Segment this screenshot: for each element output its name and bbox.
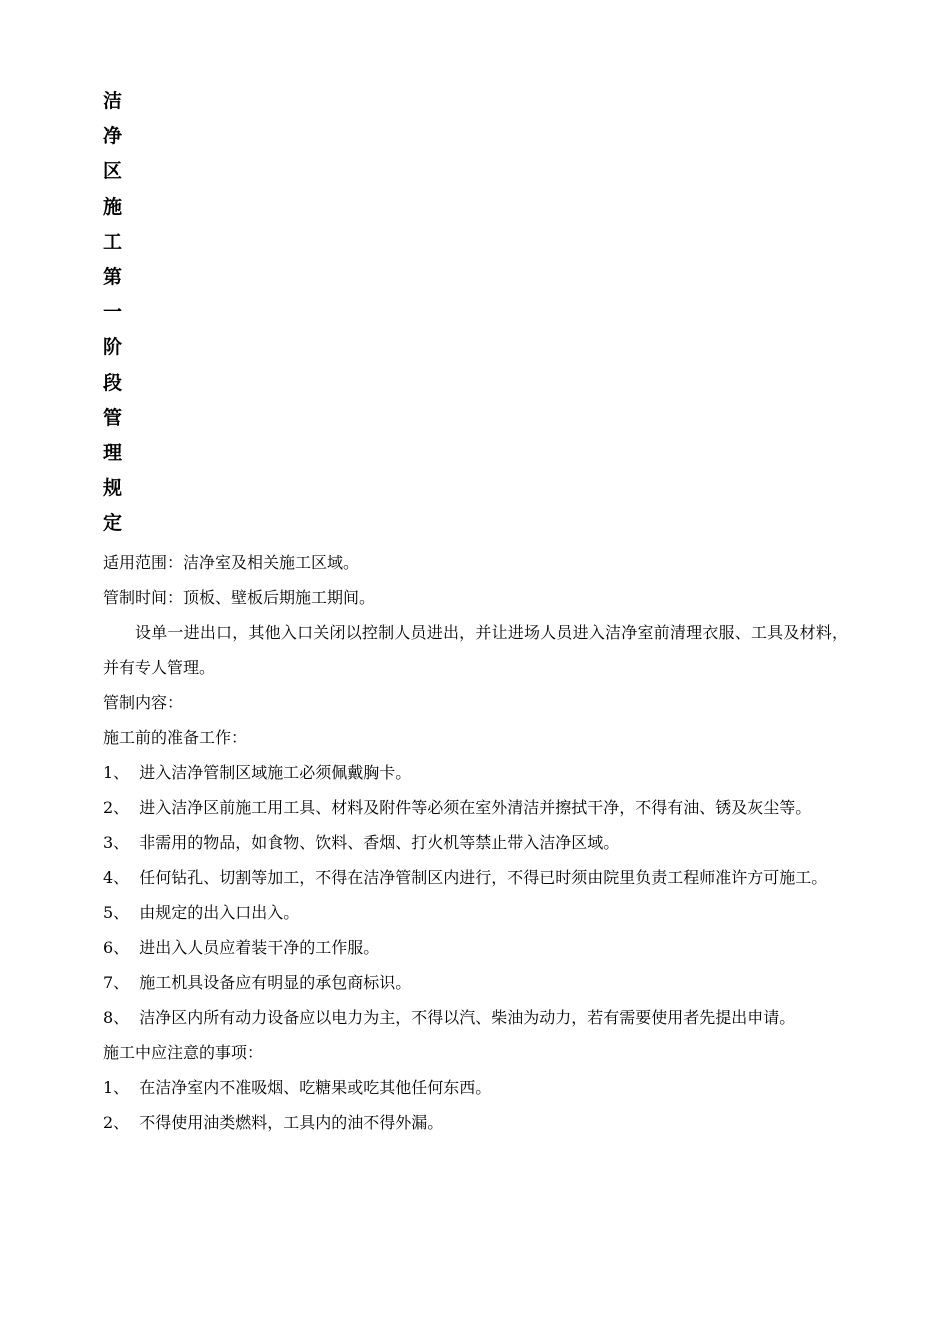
intro-paragraph: 设单一进出口，其他入口关闭以控制人员进出，并让进场人员进入洁净室前清理衣服、工具及材料，并有专人管理。 (103, 623, 848, 678)
during-list (103, 1070, 848, 1140)
title-char: 段 (103, 371, 123, 394)
list-item (103, 1105, 848, 1140)
title-char: 管 (103, 406, 123, 429)
item-text: 施工机具设备应有明显的承包商标识。 (139, 973, 412, 993)
list-item (103, 790, 848, 825)
item-number: 6、 (103, 938, 130, 958)
title-char: 工 (103, 230, 123, 253)
title-char: 第 (103, 265, 123, 288)
item-text: 非需用的物品，如食物、饮料、香烟、打火机等禁止带入洁净区域。 (139, 833, 620, 853)
item-text: 任何钻孔、切割等加工，不得在洁净管制区内进行，不得已时须由院里负责工程师准许方可施工。 (139, 868, 828, 888)
item-text: 进入洁净区前施工用工具、材料及附件等必须在室外清洁并擦拭干净，不得有油、锈及灰尘等。 (139, 798, 812, 818)
item-number: 8、 (103, 1008, 130, 1028)
document-page (103, 84, 848, 1140)
item-text: 由规定的出入口出入。 (139, 903, 300, 923)
document-title (103, 84, 143, 541)
scope-line: 适用范围：洁净室及相关施工区域。 (103, 553, 360, 573)
title-char: 区 (103, 160, 123, 183)
title-char: 一 (103, 301, 123, 324)
item-number: 2、 (103, 1113, 130, 1133)
list-item (103, 965, 848, 1000)
list-item (103, 860, 848, 895)
title-char: 理 (103, 441, 123, 464)
during-heading: 施工中应注意的事项： (103, 1043, 264, 1063)
period-line: 管制时间：顶板、壁板后期施工期间。 (103, 588, 376, 608)
item-text: 洁净区内所有动力设备应以电力为主，不得以汽、柴油为动力，若有需要使用者先提出申请。 (139, 1008, 796, 1028)
title-char: 规 (103, 477, 123, 500)
title-char: 洁 (103, 90, 123, 112)
item-text: 在洁净室内不准吸烟、吃糖果或吃其他任何东西。 (139, 1078, 492, 1098)
title-char: 定 (103, 512, 123, 535)
list-item (103, 895, 848, 930)
title-char: 施 (103, 195, 123, 218)
prep-list (103, 755, 848, 1035)
list-item (103, 930, 848, 965)
item-text: 进入洁净管制区域施工必须佩戴胸卡。 (139, 763, 412, 783)
list-item (103, 1000, 848, 1035)
item-number: 5、 (103, 903, 130, 923)
item-number: 2、 (103, 798, 130, 818)
item-number: 3、 (103, 833, 130, 853)
item-number: 4、 (103, 868, 130, 888)
list-item (103, 1070, 848, 1105)
list-item (103, 825, 848, 860)
item-number: 1、 (103, 1078, 130, 1098)
title-char: 净 (103, 125, 123, 148)
item-text: 不得使用油类燃料，工具内的油不得外漏。 (139, 1113, 444, 1133)
item-text: 进出入人员应着装干净的工作服。 (139, 938, 380, 958)
item-number: 7、 (103, 973, 130, 993)
prep-heading: 施工前的准备工作： (103, 728, 248, 748)
item-number: 1、 (103, 763, 130, 783)
content-heading: 管制内容： (103, 693, 184, 713)
list-item (103, 755, 848, 790)
title-char: 阶 (103, 336, 123, 359)
